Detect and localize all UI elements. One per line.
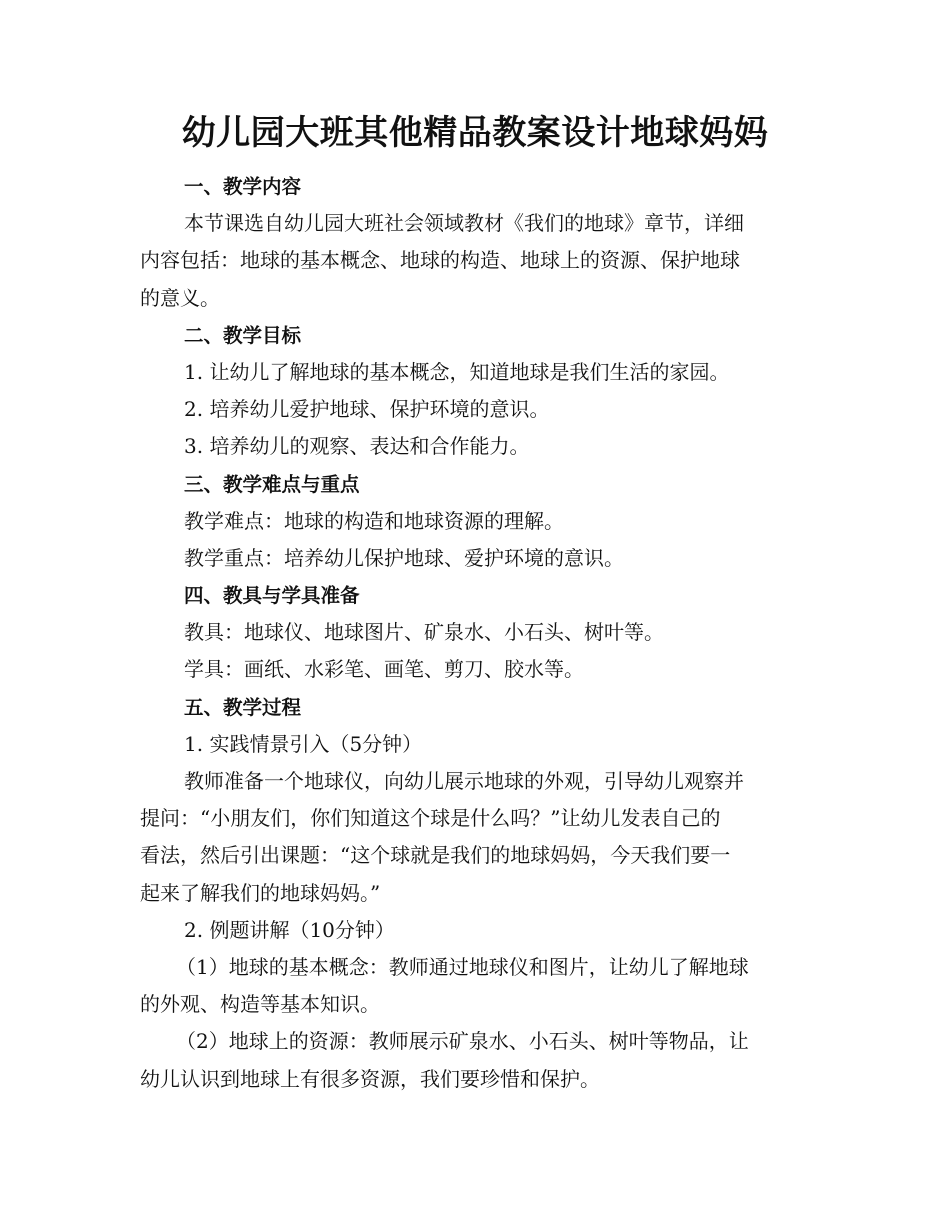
paragraph-line: 本节课选自幼儿园大班社会领域教材《我们的地球》章节，详细 [184, 211, 744, 236]
subsection-heading: 1. 实践情景引入（5分钟） [184, 731, 423, 756]
list-item: 3. 培养幼儿的观察、表达和合作能力。 [184, 434, 530, 459]
paragraph-line: 幼儿认识到地球上有很多资源，我们要珍惜和保护。 [140, 1066, 600, 1091]
paragraph-line: 的外观、构造等基本知识。 [140, 992, 380, 1017]
section-heading: 五、教学过程 [184, 695, 302, 719]
paragraph-line: 教学重点：培养幼儿保护地球、爱护环境的意识。 [184, 545, 624, 570]
paragraph-line: 起来了解我们的地球妈妈。” [140, 880, 381, 905]
document-title: 幼儿园大班其他精品教案设计地球妈妈 [181, 113, 769, 153]
paragraph-line: 学具：画纸、水彩笔、画笔、剪刀、胶水等。 [184, 657, 584, 682]
paragraph-line: 教师准备一个地球仪，向幼儿展示地球的外观，引导幼儿观察并 [184, 769, 744, 793]
paragraph-line: 提问：“小朋友们，你们知道这个球是什么吗？”让幼儿发表自己的 [140, 806, 721, 831]
paragraph-line: 内容包括：地球的基本概念、地球的构造、地球上的资源、保护地球 [140, 248, 740, 273]
paragraph-line: （1）地球的基本概念：教师通过地球仪和图片，让幼儿了解地球 [176, 954, 749, 979]
section-heading: 四、教具与学具准备 [184, 584, 360, 608]
section-heading: 三、教学难点与重点 [184, 472, 360, 496]
paragraph-line: 看法，然后引出课题：“这个球就是我们的地球妈妈，今天我们要一 [140, 843, 731, 868]
paragraph-line: 教学难点：地球的构造和地球资源的理解。 [184, 508, 564, 533]
section-heading: 一、教学内容 [184, 175, 302, 198]
document-body [140, 168, 805, 1098]
list-item: 1. 让幼儿了解地球的基本概念，知道地球是我们生活的家园。 [184, 359, 730, 384]
paragraph-line: （2）地球上的资源：教师展示矿泉水、小石头、树叶等物品，让 [176, 1029, 749, 1054]
section-heading: 二、教学目标 [184, 323, 302, 347]
paragraph-line: 教具：地球仪、地球图片、矿泉水、小石头、树叶等。 [184, 620, 664, 645]
list-item: 2. 培养幼儿爱护地球、保护环境的意识。 [184, 397, 550, 422]
subsection-heading: 2. 例题讲解（10分钟） [184, 917, 395, 942]
paragraph-line: 的意义。 [140, 285, 220, 310]
